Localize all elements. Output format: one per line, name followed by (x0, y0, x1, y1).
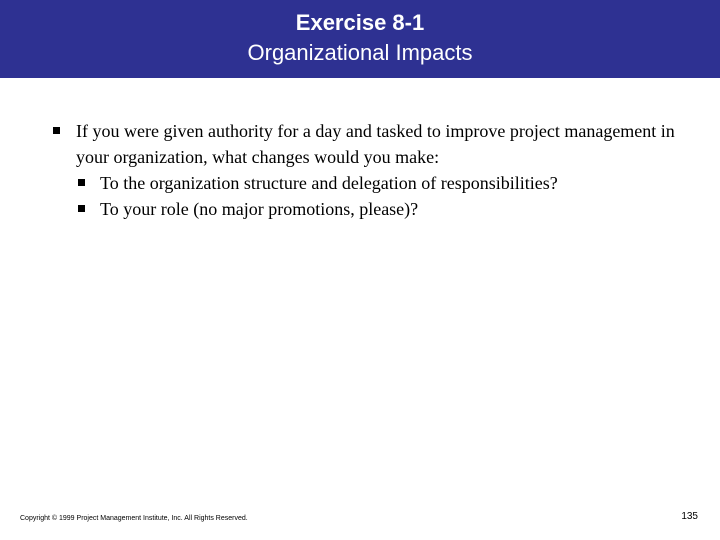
copyright-notice: Copyright © 1999 Project Management Institute, Inc. All Rights Reserved. (20, 515, 248, 522)
square-bullet-icon (78, 179, 85, 186)
slide-header (0, 0, 720, 78)
page-number: 135 (681, 511, 698, 522)
sub-bullet-text: To the organization structure and delegation of responsibilities? (100, 173, 558, 193)
slide-subtitle: Organizational Impacts (247, 40, 473, 65)
square-bullet-icon (78, 205, 85, 212)
sub-bullet-item (0, 170, 720, 196)
slide-title: Exercise 8-1 (295, 10, 425, 35)
square-bullet-icon (53, 127, 60, 134)
bullet-text: If you were given authority for a day and tasked to improve project management in your organization, what changes would you make: (76, 121, 675, 167)
sub-bullet-item (0, 196, 720, 222)
sub-bullet-text: To your role (no major promotions, please)? (100, 199, 419, 219)
